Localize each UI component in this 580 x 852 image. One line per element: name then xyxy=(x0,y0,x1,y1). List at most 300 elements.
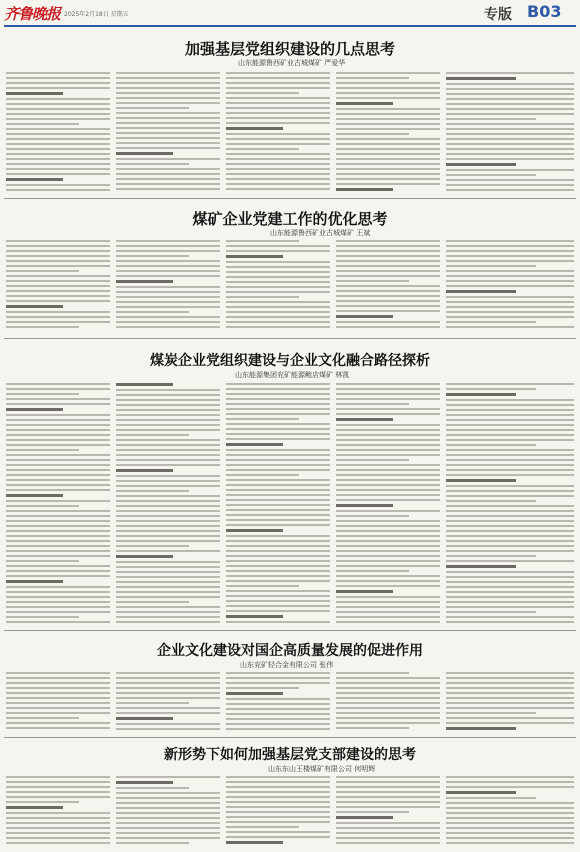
text-line xyxy=(226,687,299,689)
text-line xyxy=(116,399,220,401)
text-line xyxy=(116,454,220,456)
text-line xyxy=(336,270,440,272)
text-line xyxy=(446,485,574,487)
text-line xyxy=(116,723,220,725)
text-line xyxy=(336,464,440,466)
text-line xyxy=(6,575,110,577)
text-line xyxy=(116,419,220,421)
text-line xyxy=(6,118,110,120)
text-line xyxy=(446,832,574,834)
text-line xyxy=(336,621,440,623)
article-2-col-2 xyxy=(116,240,220,334)
text-line xyxy=(6,265,110,267)
text-line xyxy=(116,178,220,180)
text-line xyxy=(6,776,110,778)
text-line xyxy=(446,464,574,466)
text-line xyxy=(116,168,220,170)
text-line xyxy=(6,525,110,527)
text-line xyxy=(116,601,189,603)
text-line xyxy=(226,163,330,165)
text-line xyxy=(6,781,110,783)
text-line xyxy=(336,707,440,709)
text-line xyxy=(116,692,220,694)
text-line xyxy=(226,489,330,491)
text-line xyxy=(446,93,574,95)
text-line xyxy=(336,585,440,587)
text-line xyxy=(226,555,330,557)
text-line xyxy=(226,321,330,323)
article-4-col-5 xyxy=(446,672,574,734)
text-line xyxy=(226,519,330,521)
text-line xyxy=(116,188,220,190)
text-line xyxy=(6,601,110,603)
text-line xyxy=(336,727,409,729)
text-line xyxy=(6,827,110,829)
text-line xyxy=(336,280,409,282)
text-line xyxy=(446,560,574,562)
article-1-col-4 xyxy=(336,72,440,192)
text-line xyxy=(336,275,440,277)
text-line xyxy=(446,842,574,844)
text-line xyxy=(446,189,574,191)
text-line xyxy=(6,178,63,181)
text-line xyxy=(226,723,330,725)
header-rule xyxy=(4,25,576,27)
article-3-title: 煤炭企业党组织建设与企业文化融合路径探析 xyxy=(150,353,430,369)
text-line xyxy=(6,530,110,532)
text-line xyxy=(6,108,110,110)
text-line xyxy=(6,123,79,125)
text-line xyxy=(116,132,220,134)
text-line xyxy=(336,424,440,426)
text-line xyxy=(446,434,574,436)
text-line xyxy=(226,836,330,838)
text-line xyxy=(116,321,220,323)
text-line xyxy=(226,240,299,242)
text-line xyxy=(6,173,110,175)
text-line xyxy=(336,133,409,135)
article-1-title: 加强基层党组织建设的几点思考 xyxy=(184,40,395,58)
text-line xyxy=(226,590,330,592)
text-line xyxy=(6,801,79,803)
text-line xyxy=(446,776,574,778)
text-line xyxy=(116,525,220,527)
text-line xyxy=(446,158,574,160)
text-line xyxy=(446,260,574,262)
text-line xyxy=(226,841,283,844)
text-line xyxy=(226,605,330,607)
text-line xyxy=(226,474,299,476)
text-line xyxy=(6,677,110,679)
text-line xyxy=(116,97,220,99)
text-line xyxy=(226,408,330,410)
text-line xyxy=(116,434,189,436)
text-line xyxy=(226,499,330,501)
text-line xyxy=(116,611,220,613)
text-line xyxy=(6,806,63,809)
text-line xyxy=(226,148,299,150)
article-2-col-5 xyxy=(446,240,574,334)
text-line xyxy=(336,434,440,436)
text-line xyxy=(446,240,574,242)
text-line xyxy=(446,169,574,171)
text-line xyxy=(226,524,330,526)
text-line xyxy=(336,697,440,699)
text-line xyxy=(6,489,110,491)
text-line xyxy=(6,148,110,150)
text-line xyxy=(336,310,440,312)
text-line xyxy=(446,530,574,532)
text-line xyxy=(336,459,409,461)
text-line xyxy=(336,97,440,99)
text-line xyxy=(446,817,574,819)
text-line xyxy=(116,152,173,155)
text-line xyxy=(446,535,574,537)
text-line xyxy=(226,692,283,695)
text-line xyxy=(6,189,110,191)
text-line xyxy=(446,459,574,461)
text-line xyxy=(446,707,574,709)
text-line xyxy=(226,514,330,516)
text-line xyxy=(226,708,330,710)
text-line xyxy=(446,285,574,287)
text-line xyxy=(6,414,110,416)
text-line xyxy=(116,459,220,461)
text-line xyxy=(6,439,110,441)
text-line xyxy=(116,672,220,674)
text-line xyxy=(6,311,110,313)
text-line xyxy=(116,842,189,844)
text-line xyxy=(6,163,110,165)
text-line xyxy=(226,87,330,89)
text-line xyxy=(6,383,110,385)
text-line xyxy=(336,315,393,318)
text-line xyxy=(6,459,110,461)
text-line xyxy=(336,290,440,292)
text-line xyxy=(226,398,330,400)
text-line xyxy=(116,520,220,522)
text-line xyxy=(446,311,574,313)
text-line xyxy=(226,403,330,405)
text-line xyxy=(116,781,173,784)
text-line xyxy=(116,606,220,608)
text-line xyxy=(6,403,110,405)
text-line xyxy=(446,399,574,401)
text-line xyxy=(446,388,536,390)
text-line xyxy=(226,271,330,273)
article-separator xyxy=(4,737,576,738)
text-line xyxy=(226,449,330,451)
article-5-col-5 xyxy=(446,776,574,848)
text-line xyxy=(6,540,110,542)
text-line xyxy=(446,479,516,482)
text-line xyxy=(336,717,440,719)
text-line xyxy=(116,792,220,794)
text-line xyxy=(336,444,440,446)
text-line xyxy=(116,540,220,542)
text-line xyxy=(226,291,330,293)
article-4-col-3 xyxy=(226,672,330,734)
text-line xyxy=(226,276,330,278)
text-line xyxy=(6,570,110,572)
text-line xyxy=(116,566,220,568)
text-line xyxy=(116,591,220,593)
text-line xyxy=(336,590,393,593)
text-line xyxy=(226,801,330,803)
text-line xyxy=(226,117,330,119)
text-line xyxy=(446,692,574,694)
text-line xyxy=(336,611,440,613)
text-line xyxy=(336,173,440,175)
text-line xyxy=(226,816,330,818)
text-line xyxy=(226,92,299,94)
text-line xyxy=(336,439,440,441)
text-line xyxy=(446,143,574,145)
text-line xyxy=(336,822,440,824)
text-line xyxy=(446,108,574,110)
text-line xyxy=(116,596,220,598)
section-label: 专版 xyxy=(484,7,512,23)
article-4-col-4 xyxy=(336,672,440,734)
text-line xyxy=(336,515,409,517)
text-line xyxy=(226,122,330,124)
text-line xyxy=(446,383,574,385)
text-line xyxy=(446,184,574,186)
text-line xyxy=(116,92,220,94)
text-line xyxy=(446,545,574,547)
text-line xyxy=(226,301,330,303)
text-line xyxy=(336,321,440,323)
article-3-col-4 xyxy=(336,383,440,627)
text-line xyxy=(336,143,440,145)
text-line xyxy=(446,812,574,814)
text-line xyxy=(6,545,110,547)
text-line xyxy=(6,796,110,798)
article-2-col-3 xyxy=(226,240,330,334)
text-line xyxy=(116,122,220,124)
text-line xyxy=(336,148,440,150)
text-line xyxy=(226,153,330,155)
text-line xyxy=(6,92,63,95)
text-line xyxy=(446,179,574,181)
text-line xyxy=(226,433,330,435)
text-line xyxy=(336,806,440,808)
text-line xyxy=(336,383,440,385)
text-line xyxy=(6,702,110,704)
text-line xyxy=(116,682,220,684)
text-line xyxy=(6,398,110,400)
text-line xyxy=(6,87,110,89)
text-line xyxy=(336,77,409,79)
text-line xyxy=(446,255,574,257)
text-line xyxy=(446,306,574,308)
text-line xyxy=(336,827,440,829)
text-line xyxy=(116,702,189,704)
text-line xyxy=(226,698,330,700)
text-line xyxy=(446,606,574,608)
article-2-byline: 山东能源鲁西矿业古城煤矿 王斌 xyxy=(270,229,371,237)
text-line xyxy=(336,596,440,598)
text-line xyxy=(336,240,440,242)
text-line xyxy=(446,103,574,105)
text-line xyxy=(226,826,299,828)
text-line xyxy=(116,72,220,74)
text-line xyxy=(116,311,189,313)
text-line xyxy=(116,444,220,446)
text-line xyxy=(336,672,409,674)
text-line xyxy=(336,560,440,562)
text-line xyxy=(116,383,173,386)
text-line xyxy=(116,424,220,426)
text-line xyxy=(226,107,330,109)
text-line xyxy=(336,260,440,262)
text-line xyxy=(336,128,440,130)
text-line xyxy=(446,697,574,699)
text-line xyxy=(336,842,440,844)
text-line xyxy=(6,500,110,502)
text-line xyxy=(6,535,110,537)
text-line xyxy=(116,316,220,318)
text-line xyxy=(116,505,220,507)
text-line xyxy=(116,787,189,789)
text-line xyxy=(116,102,220,104)
article-separator xyxy=(4,198,576,199)
text-line xyxy=(6,280,110,282)
article-2-col-1 xyxy=(6,240,110,334)
text-line xyxy=(116,464,220,466)
text-line xyxy=(6,454,110,456)
text-line xyxy=(336,178,440,180)
text-line xyxy=(336,837,440,839)
text-line xyxy=(116,697,220,699)
text-line xyxy=(226,97,330,99)
text-line xyxy=(446,540,574,542)
text-line xyxy=(446,409,574,411)
text-line xyxy=(226,494,330,496)
text-line xyxy=(226,393,330,395)
article-5-col-4 xyxy=(336,776,440,848)
text-line xyxy=(446,550,574,552)
text-line xyxy=(6,672,110,674)
text-line xyxy=(226,585,299,587)
text-line xyxy=(226,428,330,430)
text-line xyxy=(446,439,574,441)
issue-date: 2025年2月18日 星期五 xyxy=(64,11,129,18)
newspaper-logo: 齐鲁晚报 xyxy=(4,5,61,23)
article-5-byline: 山东东山王楼煤矿有限公司 何明辉 xyxy=(268,765,376,773)
text-line xyxy=(116,550,220,552)
text-line xyxy=(6,479,110,481)
text-line xyxy=(336,494,440,496)
text-line xyxy=(336,712,440,714)
article-4-col-2 xyxy=(116,672,220,734)
text-line xyxy=(6,832,110,834)
text-line xyxy=(446,98,574,100)
text-line xyxy=(226,595,330,597)
text-line xyxy=(226,484,330,486)
text-line xyxy=(446,827,574,829)
text-line xyxy=(6,837,110,839)
text-line xyxy=(226,464,330,466)
article-1-col-2 xyxy=(116,72,220,192)
text-line xyxy=(446,687,574,689)
text-line xyxy=(116,414,220,416)
text-line xyxy=(6,449,79,451)
text-line xyxy=(226,672,330,674)
text-line xyxy=(6,158,110,160)
article-3-col-1 xyxy=(6,383,110,627)
text-line xyxy=(336,153,440,155)
text-line xyxy=(6,692,110,694)
text-line xyxy=(336,570,409,572)
text-line xyxy=(446,77,516,80)
text-line xyxy=(336,305,440,307)
text-line xyxy=(226,621,330,623)
text-line xyxy=(6,255,110,257)
article-2-col-4 xyxy=(336,240,440,334)
text-line xyxy=(446,490,574,492)
text-line xyxy=(226,469,330,471)
text-line xyxy=(446,393,516,396)
article-1-col-1 xyxy=(6,72,110,192)
text-line xyxy=(116,137,220,139)
text-line xyxy=(336,606,440,608)
text-line xyxy=(226,529,283,532)
text-line xyxy=(116,240,220,242)
text-line xyxy=(226,102,330,104)
text-line xyxy=(6,424,110,426)
text-line xyxy=(336,188,393,191)
text-line xyxy=(336,469,440,471)
text-line xyxy=(336,682,440,684)
text-line xyxy=(6,128,110,130)
text-line xyxy=(116,817,220,819)
text-line xyxy=(446,500,536,502)
text-line xyxy=(336,677,440,679)
text-line xyxy=(6,326,79,328)
text-line xyxy=(226,112,330,114)
text-line xyxy=(446,722,574,724)
text-line xyxy=(446,576,574,578)
text-line xyxy=(116,389,220,391)
text-line xyxy=(116,87,220,89)
text-line xyxy=(336,530,440,532)
text-line xyxy=(446,88,574,90)
text-line xyxy=(226,610,330,612)
text-line xyxy=(116,301,220,303)
text-line xyxy=(226,540,330,542)
text-line xyxy=(116,677,220,679)
text-line xyxy=(6,616,79,618)
text-line xyxy=(226,682,330,684)
text-line xyxy=(336,82,440,84)
text-line xyxy=(6,285,110,287)
text-line xyxy=(116,286,220,288)
text-line xyxy=(116,429,220,431)
text-line xyxy=(446,717,574,719)
text-line xyxy=(446,128,574,130)
text-line xyxy=(226,326,330,328)
text-line xyxy=(226,776,330,778)
text-line xyxy=(116,142,220,144)
text-line xyxy=(336,418,393,421)
text-line xyxy=(226,580,330,582)
text-line xyxy=(116,571,220,573)
text-line xyxy=(226,454,330,456)
text-line xyxy=(446,797,536,799)
text-line xyxy=(336,484,440,486)
text-line xyxy=(6,842,110,844)
